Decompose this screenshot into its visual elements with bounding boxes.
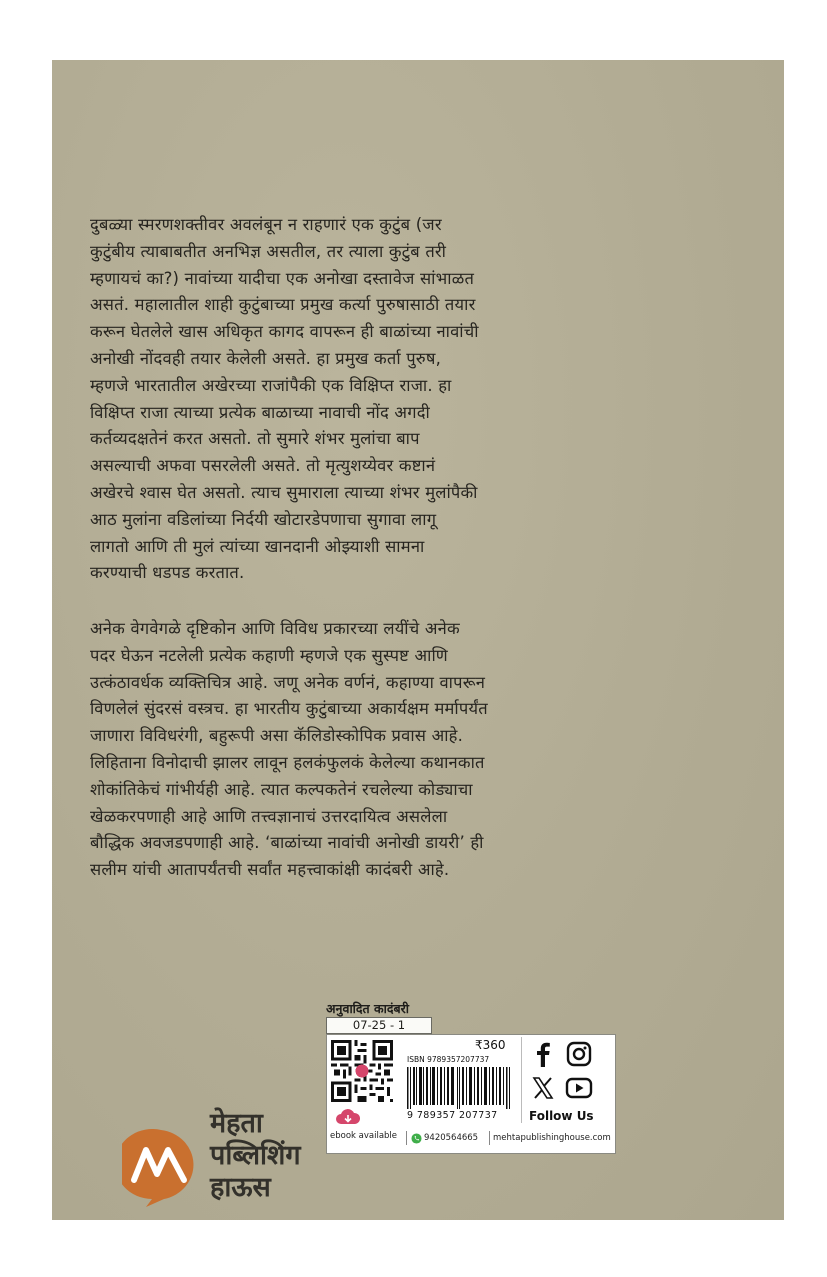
divider <box>406 1131 407 1145</box>
blurb-line: असतं. महालातील शाही कुटुंबाच्या प्रमुख कर्त्या पुरुषासाठी तयार <box>90 295 476 315</box>
blurb-line: बौद्धिक अवजडपणाही आहे. ‘बाळांच्या नावांची अनोखी डायरी’ ही <box>90 833 484 853</box>
blurb-line: अनोखी नोंदवही तयार केलेली असते. हा प्रमुख कर्ता पुरुष, <box>90 348 442 368</box>
blurb-line: आठ मुलांना वडिलांच्या निर्दयी खोटारडेपणाचा सुगावा लागू <box>90 509 437 529</box>
blurb-line: पदर घेऊन नटलेली प्रत्येक कहाणी म्हणजे एक सुस्पष्ट आणि <box>90 645 448 665</box>
blurb-line: खेळकरपणाही आहे आणि तत्त्वज्ञानाचं उत्तरदायित्व असलेला <box>90 806 448 826</box>
qr-code-icon[interactable] <box>331 1040 393 1102</box>
blurb-line: कर्तव्यदक्षतेनं करत असतो. तो सुमारे शंभर मुलांचा बाप <box>90 429 420 449</box>
blurb-line: म्हणायचं का?) नावांच्या यादीचा एक अनोखा दस्तावेज सांभाळत <box>90 268 475 288</box>
blurb-line: लागतो आणि ती मुलं त्यांच्या खानदानी ओझ्याशी सामना <box>90 536 425 556</box>
barcode-number: 9 789357 207737 <box>407 1110 498 1121</box>
price: ₹360 <box>475 1038 506 1052</box>
blurb-line: लिहिताना विनोदाची झालर लावून हलकंफुलकं केलेल्या कथानकात <box>90 752 485 772</box>
divider <box>521 1037 522 1123</box>
publisher-name-line: मेहता <box>210 1108 263 1139</box>
blurb-line: सलीम यांची आतापर्यंतची सर्वांत महत्त्वाकांक्षी कादंबरी आहे. <box>90 860 450 880</box>
blurb-line: करून घेतलेले खास अधिकृत कागद वापरून ही बाळांच्या नावांची <box>90 322 479 342</box>
blurb-paragraph-2 <box>90 616 750 884</box>
blurb-line: असल्याची अफवा पसरलेली असते. तो मृत्युशय्येवर कष्टानं <box>90 456 436 476</box>
blurb-line: दुबळ्या स्मरणशक्तीवर अवलंबून न राहणारं एक कुटुंब (जर <box>90 215 442 234</box>
blurb-line: करण्याची धडपड करतात. <box>90 563 245 583</box>
publisher-logo-icon <box>122 1128 200 1208</box>
blurb-line: शोकांतिकेचं गांभीर्यही आहे. त्यात कल्पकतेनं रचलेल्या कोड्याचा <box>90 779 473 799</box>
blurb-line: विणलेलं सुंदरसं वस्त्रच. हा भारतीय कुटुंबाच्या अकार्यक्षम मर्मापर्यंत <box>90 699 488 719</box>
back-cover <box>52 60 784 1220</box>
ebook-available-text: ebook available <box>330 1131 398 1141</box>
publisher-name-line: पब्लिशिंग <box>210 1140 301 1171</box>
divider <box>489 1131 490 1145</box>
phone-number: 9420564665 <box>424 1133 479 1143</box>
youtube-icon[interactable] <box>565 1075 593 1101</box>
blurb-line: अनेक वेगवेगळे दृष्टिकोन आणि विविध प्रकारच्या लयींचे अनेक <box>90 619 460 638</box>
isbn: ISBN 9789357207737 <box>407 1055 490 1064</box>
follow-us-label: Follow Us <box>529 1109 594 1123</box>
facebook-icon[interactable] <box>529 1041 557 1067</box>
blurb-line: उत्कंठावर्धक व्यक्तिचित्र आहे. जणू अनेक वर्णनं, कहाण्या वापरून <box>90 672 486 692</box>
blurb-line: अखेरचे श्वास घेत असतो. त्याच सुमाराला त्याच्या शंभर मुलांपैकी <box>90 482 478 502</box>
blurb-line: जाणारा विविधरंगी, बहुरूपी असा कॅलिडोस्कोपिक प्रवास आहे. <box>90 726 464 746</box>
cloud-download-icon <box>335 1107 361 1127</box>
category-label: अनुवादित कादंबरी <box>326 1001 409 1016</box>
blurb-line: म्हणजे भारतातील अखेरच्या राजांपैकी एक विक्षिप्त राजा. हा <box>90 375 452 395</box>
publisher-name-line: हाऊस <box>210 1172 271 1203</box>
blurb-paragraph-1 <box>90 212 750 587</box>
website-url[interactable]: mehtapublishinghouse.com <box>493 1133 611 1143</box>
instagram-icon[interactable] <box>565 1041 593 1067</box>
book-code: 07-25 - 1 <box>326 1017 432 1034</box>
blurb-line: विक्षिप्त राजा त्याच्या प्रत्येक बाळाच्या नावाची नोंद अगदी <box>90 402 430 422</box>
barcode-label <box>326 1034 616 1154</box>
x-icon[interactable] <box>529 1075 557 1101</box>
barcode-icon <box>407 1067 511 1109</box>
whatsapp-icon <box>411 1133 422 1144</box>
blurb-line: कुटुंबीय त्याबाबतीत अनभिज्ञ असतील, तर त्याला कुटुंब तरी <box>90 241 447 261</box>
